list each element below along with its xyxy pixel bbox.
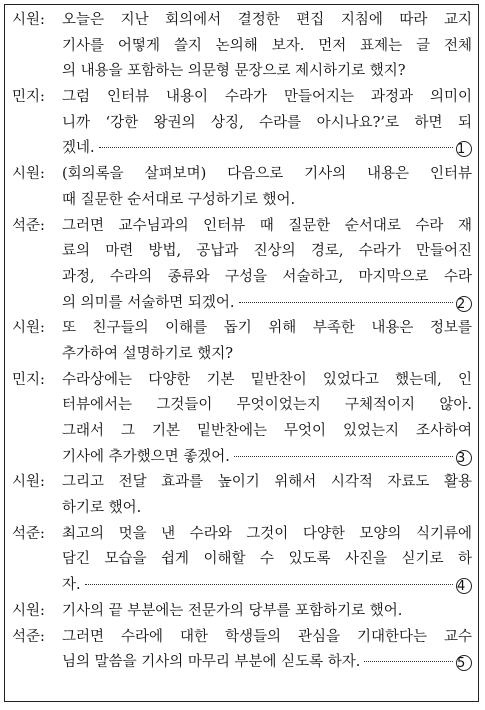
- speaker-label: 시원:: [12, 602, 45, 619]
- dialogue-turn: [12, 599, 472, 625]
- dotted-leader: [99, 147, 453, 148]
- speech-text: [62, 85, 472, 162]
- speech-line: 니까 ‘강한 왕권의 상징, 수라를 아시나요?’로 하면 되: [62, 114, 472, 131]
- dotted-leader: [234, 456, 453, 457]
- dialogue-turn: [12, 522, 472, 599]
- speech-line: 그럼 인터뷰 내용이 수라가 만들어지는 과정과 의미이: [62, 89, 472, 106]
- speech-line: [62, 650, 472, 676]
- dotted-leader: [364, 661, 453, 662]
- speech-text: [62, 214, 472, 317]
- speaker-label: 시원:: [12, 12, 45, 28]
- dialogue-turn: [12, 85, 472, 162]
- speech-text: [62, 625, 472, 676]
- dialogue-turn: [12, 625, 472, 676]
- speech-text: [62, 368, 472, 471]
- speaker-label: 석준:: [12, 628, 45, 645]
- speech-line: 료의 마련 방법, 공납과 진상의 경로, 수라가 만들어진: [62, 243, 472, 260]
- circled-number-marker: 1: [456, 141, 472, 157]
- dialogue-turn: [12, 316, 472, 367]
- speech-line: 추가하여 설명하기로 했지?: [62, 345, 234, 362]
- speaker-label: 석준:: [12, 525, 45, 542]
- circled-number-marker: 5: [456, 655, 472, 671]
- speech-line: 터뷰에서는 그것들이 무엇이었는지 구체적이지 않아.: [62, 397, 472, 414]
- speech-line: 그러면 수라에 대한 학생들의 관심을 기대한다는 교수: [62, 628, 472, 645]
- speech-text: [62, 599, 472, 625]
- dotted-leader: [85, 584, 453, 585]
- speech-text: [62, 316, 472, 367]
- speech-line: 담긴 모습을 쉽게 이해할 수 있도록 사진을 싣기로 하: [62, 551, 472, 568]
- speech-line-text: 겠네.: [62, 140, 95, 157]
- speech-text: [62, 8, 472, 85]
- dialogue: [12, 8, 472, 676]
- speech-line: [62, 136, 472, 162]
- speech-line-text: 의 의미를 서술하면 되겠어.: [62, 294, 235, 311]
- dialogue-turn: [12, 470, 472, 521]
- speech-line-text: 님의 말씀을 기사의 마무리 부분에 싣도록 하자.: [62, 654, 361, 671]
- speech-line: 최고의 멋을 낸 수라와 그것이 다양한 모양의 식기류에: [62, 525, 472, 542]
- dialogue-turn: [12, 8, 472, 85]
- speech-line: 그러면 교수님과의 인터뷰 때 질문한 순서대로 수라 재: [62, 217, 472, 234]
- speech-line: 그리고 전달 효과를 높이기 위해서 시각적 자료도 활용: [62, 474, 472, 491]
- speech-line: 기사를 어떻게 쓸지 논의해 보자. 먼저 표제는 글 전체: [62, 37, 472, 54]
- speech-line: [62, 291, 472, 317]
- speech-line: 기사의 끝 부분에는 전문가의 당부를 포함하기로 했어.: [62, 602, 403, 619]
- speaker-label: 시원:: [12, 166, 45, 183]
- speech-line: 수라상에는 다양한 기본 밑반찬이 있었다고 했는데, 인: [62, 371, 472, 388]
- circled-number-marker: 3: [456, 450, 472, 466]
- dialogue-turn: [12, 368, 472, 471]
- speech-line: 하기로 했어.: [62, 500, 142, 517]
- speech-text: [62, 162, 472, 213]
- speech-line: 오늘은 지난 회의에서 결정한 편집 지침에 따라 교지: [62, 12, 472, 28]
- speaker-label: 석준:: [12, 217, 45, 234]
- speech-text: [62, 522, 472, 599]
- speech-text: [62, 470, 472, 521]
- speech-line: [62, 573, 472, 599]
- speech-line: 의 내용을 포함하는 의문형 문장으로 제시하기로 했지?: [62, 63, 406, 80]
- dotted-leader: [239, 302, 453, 303]
- speech-line: (회의록을 살펴보며) 다음으로 기사의 내용은 인터뷰: [62, 166, 472, 183]
- speaker-label: 시원:: [12, 320, 45, 337]
- speech-line-text: 기사에 추가했으면 좋겠어.: [62, 448, 230, 465]
- speech-line: 때 질문한 순서대로 구성하기로 했어.: [62, 191, 296, 208]
- speech-line: 또 친구들의 이해를 돕기 위해 부족한 내용은 정보를: [62, 320, 472, 337]
- speaker-label: 시원:: [12, 474, 45, 491]
- dialogue-turn: [12, 214, 472, 317]
- circled-number-marker: 2: [456, 296, 472, 312]
- speech-line: 그래서 그 기본 밑반찬에는 무엇이 있었는지 조사하여: [62, 423, 472, 439]
- speech-line-text: 자.: [62, 577, 81, 594]
- speaker-label: 민지:: [12, 89, 45, 106]
- speech-line: 과정, 수라의 종류와 구성을 서술하고, 마지막으로 수라: [62, 268, 472, 285]
- dialogue-turn: [12, 162, 472, 213]
- speech-line: [62, 445, 472, 471]
- speaker-label: 민지:: [12, 371, 45, 388]
- circled-number-marker: 4: [456, 578, 472, 594]
